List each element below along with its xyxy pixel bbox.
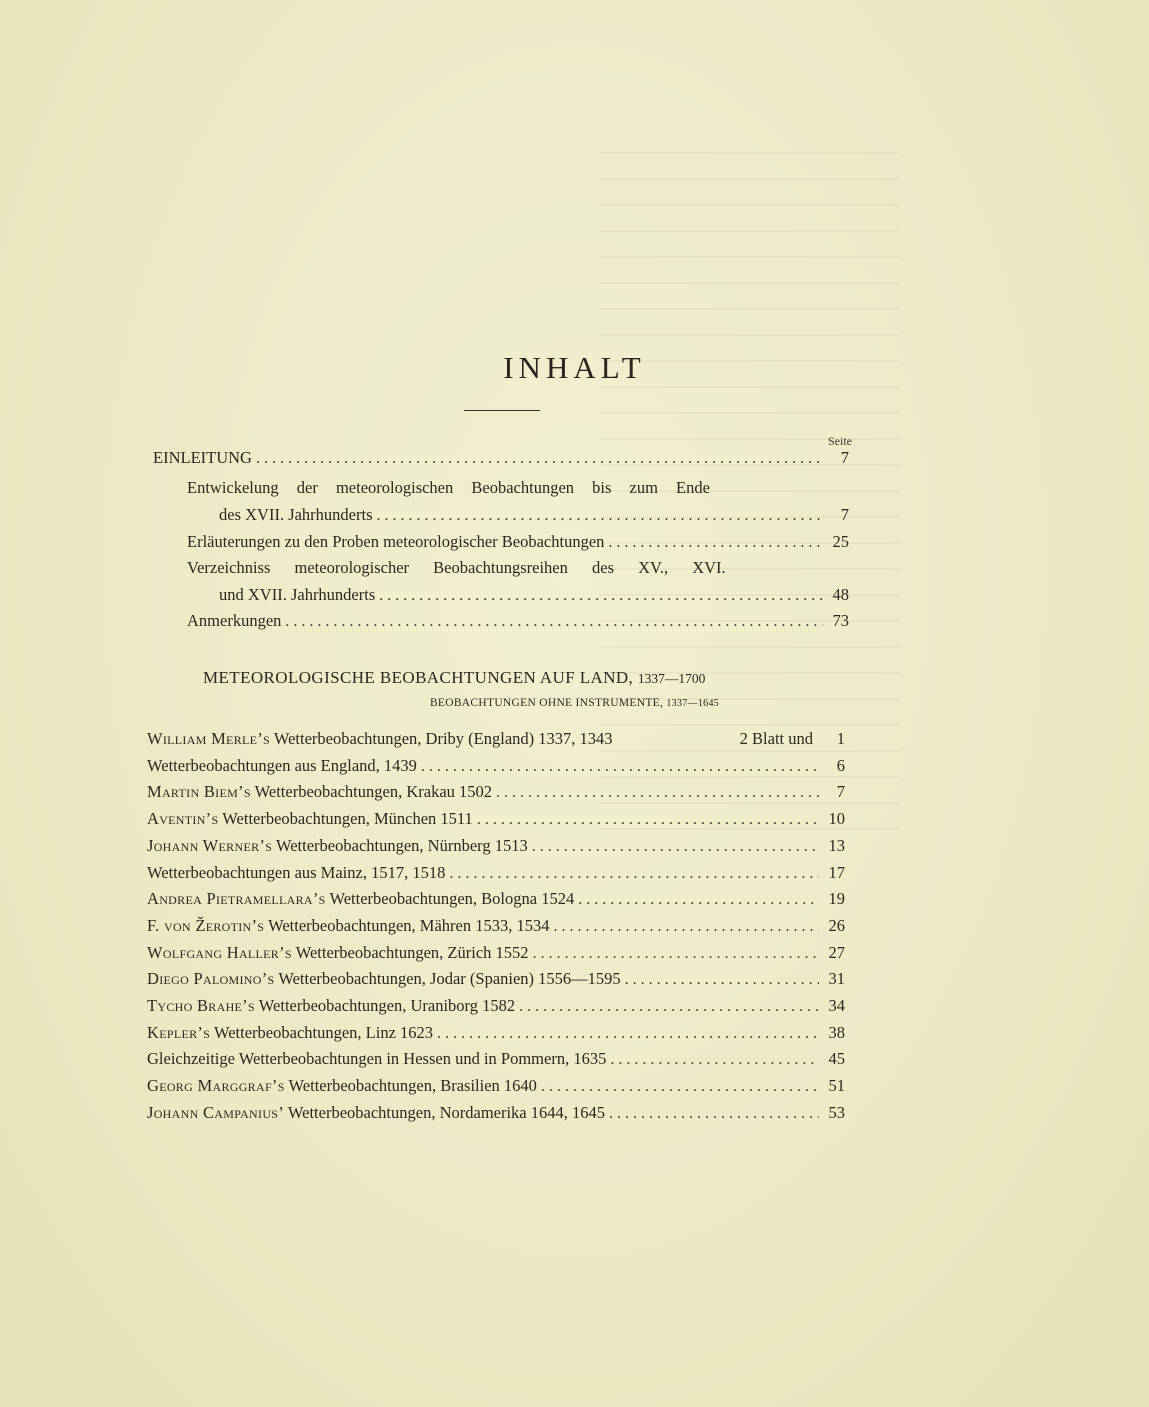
toc-entry	[219, 505, 849, 526]
toc-entry	[147, 916, 845, 937]
toc-page-number: 48	[832, 585, 849, 604]
toc-entry-text	[147, 1049, 606, 1069]
leader-dots	[609, 1104, 819, 1124]
toc-entry	[147, 1049, 845, 1070]
entry-title: Wetterbeobachtungen, München 1511	[222, 809, 473, 828]
toc-entry-text: des XVII. Jahrhunderts	[219, 505, 373, 524]
toc-page-number: 10	[828, 809, 845, 828]
toc-page-number: 38	[828, 1023, 845, 1042]
author-name: Diego Palomino’s	[147, 969, 275, 988]
page-title: INHALT	[503, 350, 646, 385]
leader-dots	[379, 586, 823, 606]
toc-entry	[147, 836, 845, 857]
leader-dots	[519, 997, 819, 1017]
leader-dots	[610, 1050, 819, 1070]
toc-entry	[147, 943, 845, 964]
toc-entry-text	[147, 1023, 433, 1043]
leader-dots	[608, 533, 823, 553]
entry-title: Wetterbeobachtungen, Nürnberg 1513	[275, 836, 528, 855]
toc-entry-line	[187, 558, 849, 578]
toc-entry-text: Anmerkungen	[187, 611, 282, 630]
toc-entry	[147, 782, 845, 803]
toc-entry	[147, 889, 845, 910]
entry-title: Wetterbeobachtungen, Mähren 1533, 1534	[268, 916, 550, 935]
toc-page-number: 6	[836, 756, 845, 775]
toc-entry-text	[147, 863, 445, 883]
toc-entry-text	[147, 756, 417, 776]
toc-entry-line	[187, 478, 814, 498]
toc-page-number: 19	[828, 889, 845, 908]
toc-page-number: 1	[836, 729, 845, 748]
author-name: William Merle’s	[147, 729, 271, 748]
title-rule	[464, 410, 540, 411]
toc-entry-text	[147, 889, 574, 909]
entry-title: Wetterbeobachtungen aus England, 1439	[147, 756, 417, 775]
toc-entry	[147, 1103, 845, 1124]
toc-page-number: 7	[840, 448, 849, 467]
toc-page-number: 13	[828, 836, 845, 855]
toc-entry-text: Erläuterungen zu den Proben meteorologischer Beobachtungen	[187, 532, 605, 551]
entry-title: Wetterbeobachtungen, Zürich 1552	[295, 943, 529, 962]
toc-entry-text	[147, 1076, 537, 1096]
toc-page-number: 45	[828, 1049, 845, 1068]
toc-page-number: 51	[828, 1076, 845, 1095]
leader-dots	[541, 1077, 819, 1097]
author-name: Tycho Brahe’s	[147, 996, 255, 1015]
entry-title: Wetterbeobachtungen, Nordamerika 1644, 1645	[287, 1103, 605, 1122]
toc-page-number: 26	[828, 916, 845, 935]
toc-entry	[187, 532, 849, 553]
toc-page-number: 7	[840, 505, 849, 524]
toc-entry-text	[147, 729, 613, 749]
section-subheading	[0, 697, 1149, 709]
section-heading	[203, 668, 705, 688]
leader-dots	[437, 1024, 819, 1044]
entry-title: Wetterbeobachtungen, Linz 1623	[213, 1023, 434, 1042]
toc-entry-text: Entwickelung der meteorologischen Beobachtungen bis zum Ende	[187, 478, 710, 497]
author-name: Kepler’s	[147, 1023, 211, 1042]
author-name: Martin Biem’s	[147, 782, 251, 801]
entry-title: Wetterbeobachtungen, Brasilien 1640	[288, 1076, 537, 1095]
toc-entry-text	[147, 1103, 605, 1123]
section-heading-years: 1337—1700	[637, 671, 706, 686]
toc-entry	[187, 611, 849, 632]
toc-entry-text	[147, 836, 528, 856]
toc-entry	[147, 729, 845, 749]
toc-entry-text: und XVII. Jahrhunderts	[219, 585, 376, 604]
entry-title: Wetterbeobachtungen, Bologna 1524	[329, 889, 575, 908]
toc-entry	[147, 1023, 845, 1044]
leader-dots	[256, 449, 823, 469]
author-name: F. von Žerotin’s	[147, 916, 265, 935]
toc-entry	[147, 969, 845, 990]
toc-entry-text	[147, 943, 529, 963]
toc-page-number: 7	[836, 782, 845, 801]
entry-title: Gleichzeitige Wetterbeobachtungen in Hessen und in Pommern, 1635	[147, 1049, 607, 1068]
toc-entry	[147, 1076, 845, 1097]
leader-dots	[377, 506, 823, 526]
toc-page-number: 27	[828, 943, 845, 962]
section-heading-text: METEOROLOGISCHE BEOBACHTUNGEN AUF LAND,	[203, 668, 634, 687]
toc-entry-text	[147, 809, 473, 829]
leader-dots	[578, 890, 819, 910]
toc-entry	[147, 996, 845, 1017]
toc-page-number: 31	[828, 969, 845, 988]
toc-entry-text	[147, 969, 621, 989]
entry-title: Wetterbeobachtungen, Krakau 1502	[254, 782, 493, 801]
author-name: Johann Campanius’	[147, 1103, 285, 1122]
toc-entry-text	[147, 916, 550, 936]
author-name: Andrea Pietramellara’s	[147, 889, 326, 908]
toc-entry-text: Verzeichniss meteorologischer Beobachtungsreihen des XV., XVI.	[187, 558, 726, 577]
leader-dots	[449, 864, 819, 884]
leader-dots	[285, 612, 823, 632]
section-subheading-text: BEOBACHTUNGEN OHNE INSTRUMENTE,	[429, 697, 664, 709]
author-name: Wolfgang Haller’s	[147, 943, 292, 962]
entry-title: Wetterbeobachtungen, Jodar (Spanien) 1556—1595	[278, 969, 621, 988]
leader-dots	[477, 810, 819, 830]
author-name: Johann Werner’s	[147, 836, 273, 855]
toc-page-number: 53	[828, 1103, 845, 1122]
toc-page-number: 17	[828, 863, 845, 882]
toc-page-number: 73	[832, 611, 849, 630]
leader-dots	[532, 837, 819, 857]
toc-page-number: 25	[832, 532, 849, 551]
leader-dots	[625, 970, 819, 990]
toc-entry	[219, 585, 849, 606]
toc-entry-text	[147, 782, 492, 802]
seite-label: Seite	[828, 434, 852, 448]
toc-einleitung	[153, 448, 849, 469]
author-name: Aventin’s	[147, 809, 219, 828]
entry-title: Wetterbeobachtungen aus Mainz, 1517, 1518	[147, 863, 446, 882]
toc-entry-text	[147, 996, 515, 1016]
toc-entry	[147, 756, 845, 777]
leader-dots	[421, 757, 819, 777]
toc-entry-extra: 2 Blatt und	[739, 729, 813, 748]
leader-dots	[496, 783, 819, 803]
entry-title: Wetterbeobachtungen, Driby (England) 1337, 1343	[273, 729, 613, 748]
toc-entry-label: EINLEITUNG	[153, 448, 252, 467]
author-name: Georg Marggraf’s	[147, 1076, 285, 1095]
toc-page-number: 34	[828, 996, 845, 1015]
section-subheading-years: 1337—1645	[666, 698, 720, 709]
toc-entry	[147, 809, 845, 830]
entry-title: Wetterbeobachtungen, Uraniborg 1582	[258, 996, 516, 1015]
leader-dots	[533, 944, 819, 964]
leader-dots	[554, 917, 820, 937]
toc-entry	[147, 863, 845, 884]
